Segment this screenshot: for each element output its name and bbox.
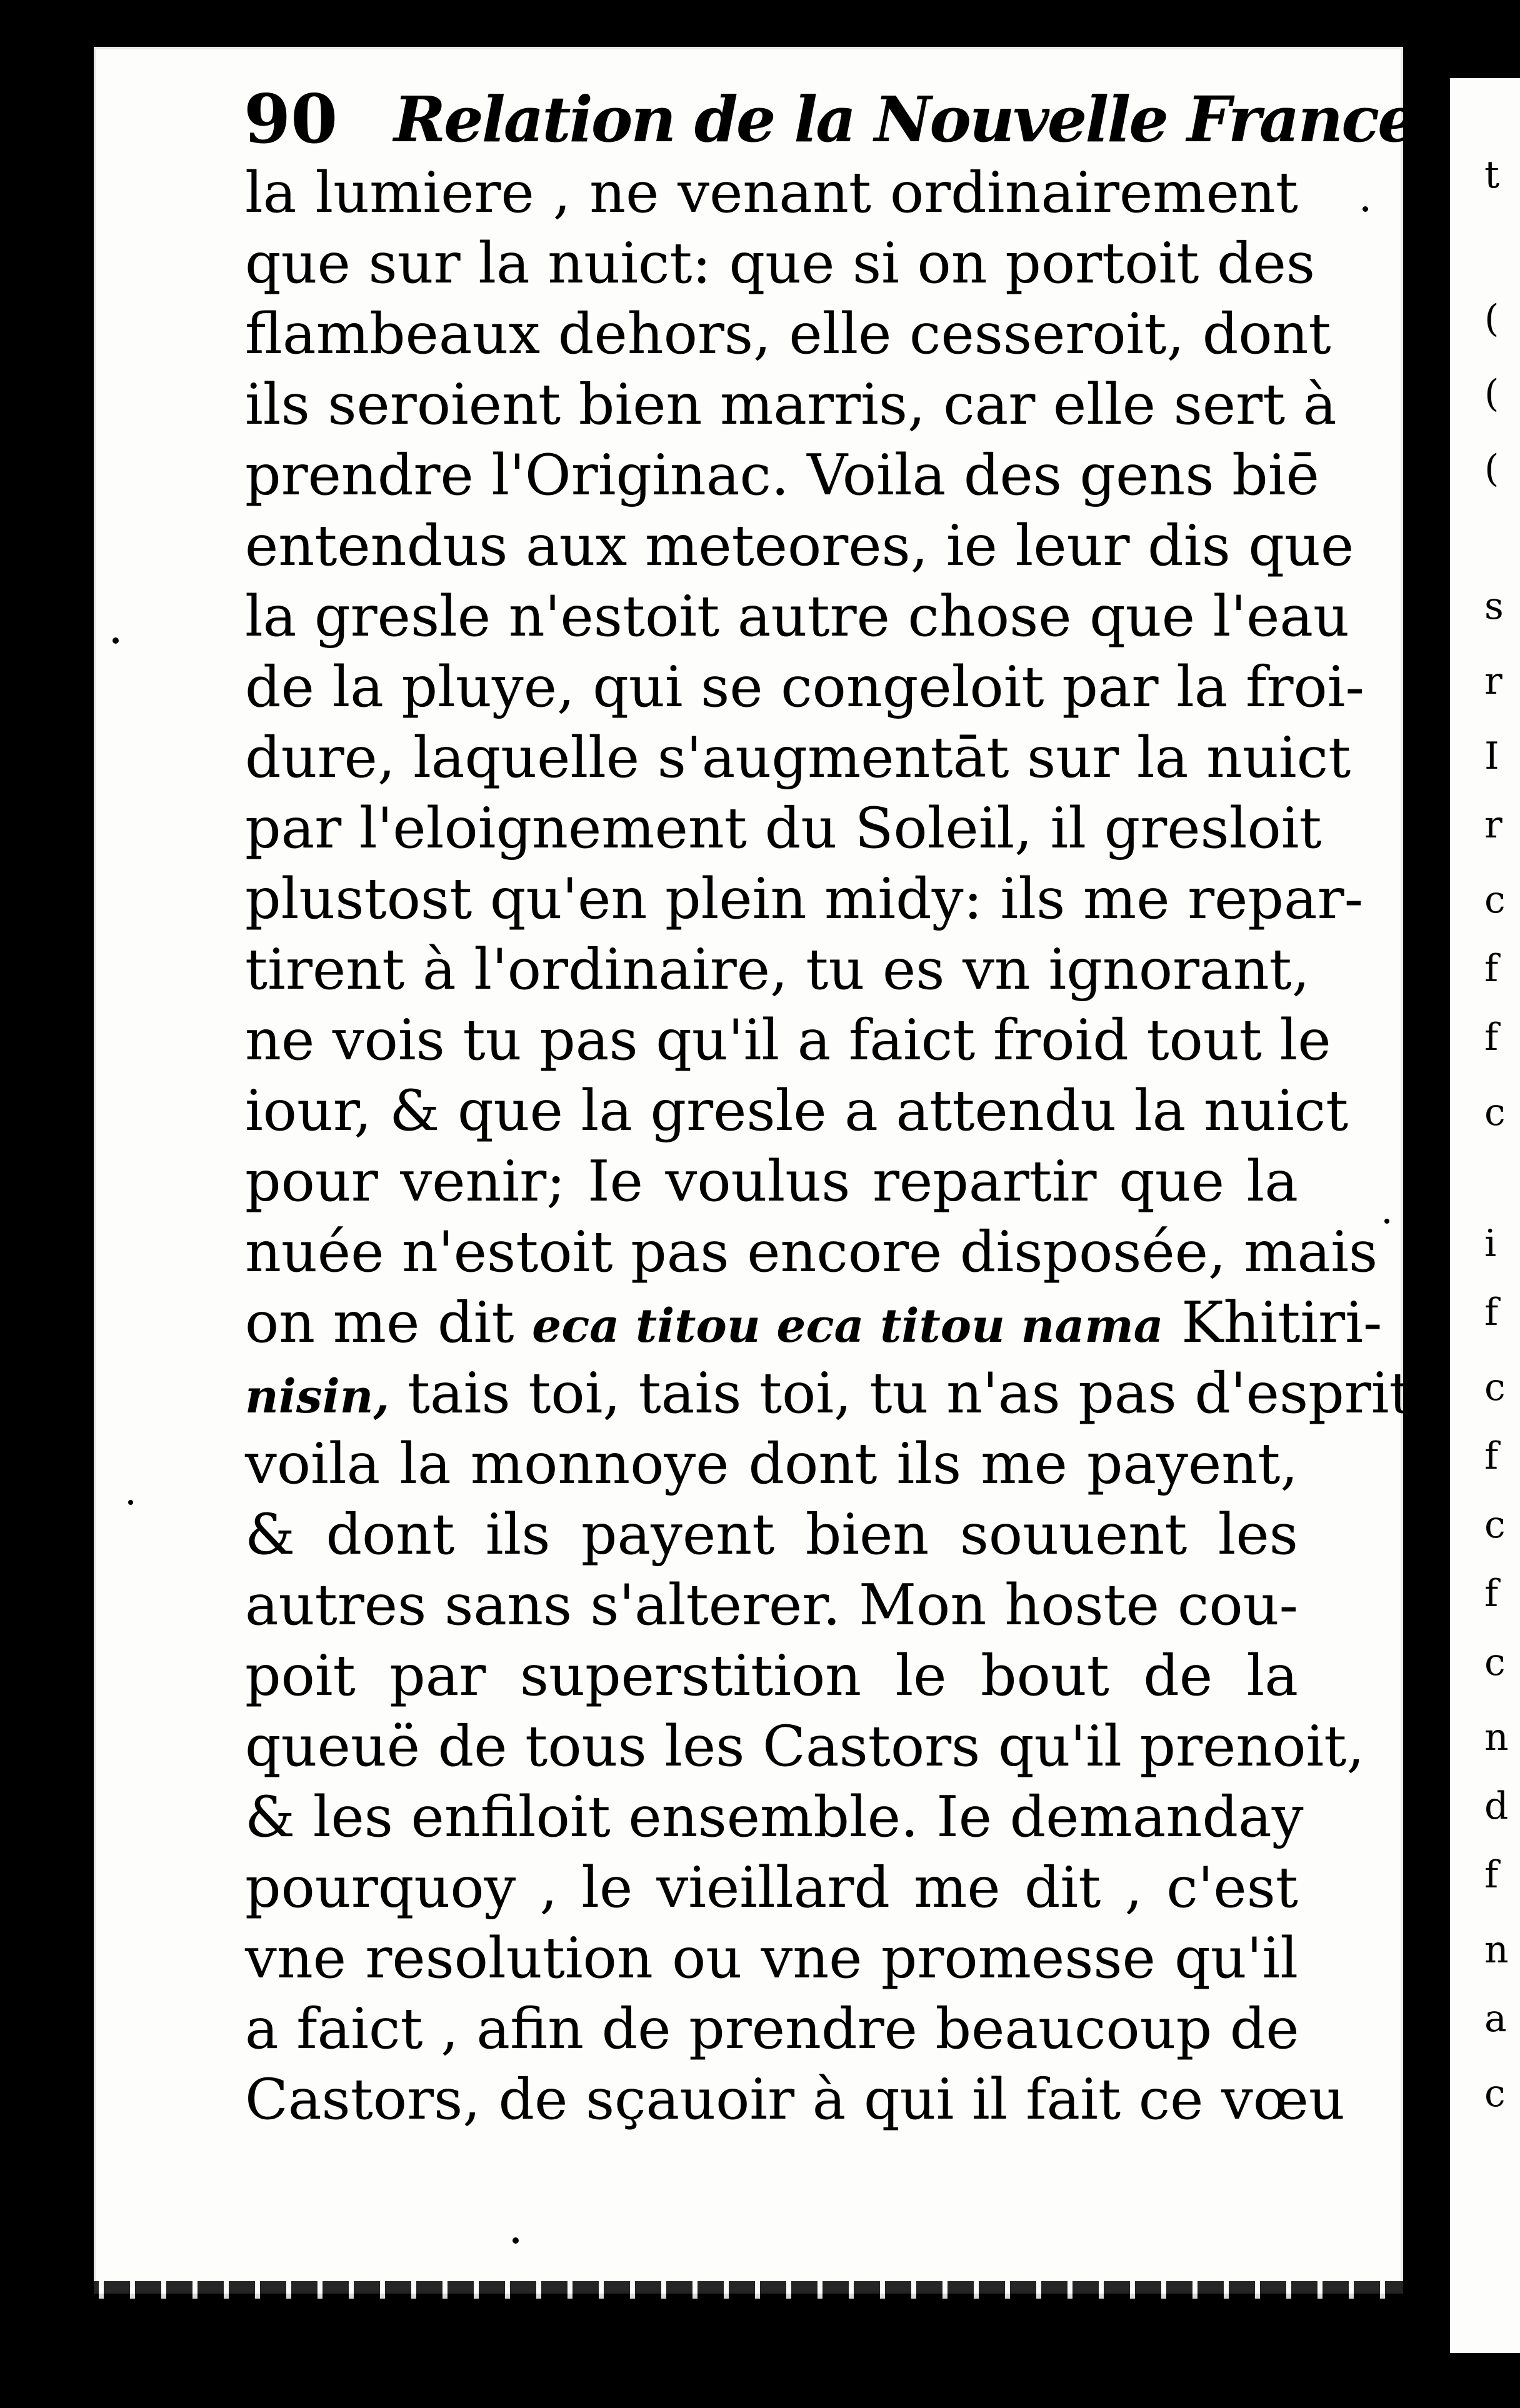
text-segment: ne vois tu pas qu'il a faict froid tout le (245, 1007, 1331, 1073)
adjacent-page-letter: i (1484, 1222, 1497, 1266)
adjacent-page-letter: c (1484, 1091, 1506, 1134)
italic-phrase: eca titou eca titou nama (532, 1299, 1164, 1353)
text-segment: a faict , afin de prendre beaucoup de (245, 1996, 1299, 2062)
adjacent-page-letter: f (1484, 1572, 1499, 1616)
adjacent-page-letter: f (1484, 1853, 1499, 1897)
scan-speck (1362, 206, 1368, 212)
text-segment: autres sans s'alterer. Mon hoste cou- (245, 1572, 1298, 1638)
adjacent-page-letter: s (1484, 584, 1504, 628)
text-segment: de la pluye, qui se congeloit par la froi- (245, 654, 1364, 720)
text-segment: voila la monnoye dont ils me payent, (245, 1431, 1298, 1497)
text-line (245, 1217, 1378, 1287)
running-head-title: Relation de la Nouvelle France, (394, 82, 1436, 156)
text-segment: flambeaux dehors, elle cesseroit, dont (245, 301, 1331, 367)
text-line (245, 1852, 1298, 1923)
scan-speck (112, 637, 119, 644)
adjacent-page-letter: f (1484, 1434, 1499, 1478)
adjacent-page-letter: ( (1484, 372, 1499, 416)
text-line (245, 1994, 1298, 2064)
adjacent-page-letter: n (1484, 1716, 1509, 1759)
adjacent-page-letter: r (1484, 659, 1502, 703)
text-line (245, 1641, 1298, 1711)
text-segment: la lumiere , ne venant ordinairement (245, 160, 1298, 226)
text-line (245, 1076, 1349, 1146)
adjacent-page-letter: f (1484, 1291, 1499, 1334)
adjacent-page-letter: c (1484, 1366, 1506, 1409)
text-segment: ils seroient bien marris, car elle sert à (245, 372, 1337, 437)
page-number: 90 (244, 80, 338, 159)
adjacent-page-letter: c (1484, 878, 1506, 922)
text-line (245, 1499, 1298, 1570)
adjacent-page-letter: c (1484, 1503, 1506, 1547)
text-line (245, 652, 1364, 722)
text-segment: Castors, de sçauoir à qui il fait ce vœu (245, 2067, 1345, 2132)
text-segment: poit par superstition le bout de la (245, 1643, 1298, 1709)
text-segment: on me dit (245, 1290, 532, 1356)
text-line (245, 793, 1322, 864)
adjacent-page-letter: a (1484, 1997, 1507, 2041)
text-line (245, 228, 1316, 299)
text-segment: plustost qu'en plein midy: ils me repar- (245, 866, 1364, 932)
adjacent-page-letter: ( (1484, 297, 1499, 341)
text-line (245, 1358, 1431, 1429)
text-segment: nuée n'estoit pas encore disposée, mais (245, 1219, 1378, 1285)
page-bottom-edge (88, 2281, 1406, 2299)
body-text (245, 157, 1431, 2135)
text-line (245, 864, 1364, 934)
text-segment: entendus aux meteores, ie leur dis que (245, 513, 1354, 579)
text-line (245, 1782, 1304, 1852)
text-segment: vne resolution ou vne promesse qu'il (245, 1926, 1298, 1991)
adjacent-page-letter: c (1484, 1641, 1506, 1684)
text-segment: pour venir; Ie voulus repartir que la (245, 1149, 1298, 1214)
text-line (245, 511, 1354, 581)
text-line (245, 1287, 1382, 1358)
running-head (244, 69, 1436, 159)
text-segment: prendre l'Originac. Voila des gens biē (245, 442, 1319, 508)
text-line (245, 1005, 1331, 1076)
adjacent-page-letter: d (1484, 1784, 1509, 1828)
text-line (245, 299, 1331, 369)
italic-phrase: nisin, (245, 1370, 390, 1424)
text-line (245, 1570, 1298, 1641)
adjacent-page-letter: I (1484, 734, 1499, 778)
text-line (245, 157, 1298, 228)
text-segment: dure, laquelle s'augmentāt sur la nuict (245, 725, 1351, 791)
text-segment: par l'eloignement du Soleil, il gresloit (245, 796, 1322, 861)
text-line (245, 934, 1310, 1005)
text-segment: pourquoy , le vieillard me dit , c'est (245, 1855, 1298, 1921)
text-segment: tirent à l'ordinaire, tu es vn ignorant, (245, 937, 1310, 1002)
adjacent-page-letter: t (1484, 153, 1500, 197)
text-segment: tais toi, tais toi, tu n'as pas d'esprit: (389, 1361, 1431, 1426)
text-segment: & les enfiloit ensemble. Ie demanday (245, 1784, 1304, 1850)
adjacent-page-letter: c (1484, 2072, 1506, 2116)
text-line (245, 2064, 1345, 2135)
adjacent-page-letter: r (1484, 803, 1502, 847)
text-line (245, 1923, 1298, 1994)
text-segment: queuë de tous les Castors qu'il prenoit, (245, 1714, 1365, 1779)
scan-speck (1384, 1219, 1389, 1224)
text-segment: & dont ils payent bien souuent les (245, 1502, 1298, 1567)
scan-speck (128, 1500, 133, 1505)
text-segment: Khitiri- (1163, 1290, 1382, 1356)
text-line (245, 369, 1337, 440)
scan-speck (512, 2237, 519, 2244)
text-segment: la gresle n'estoit autre chose que l'eau (245, 584, 1349, 649)
adjacent-page-letter: f (1484, 947, 1499, 991)
text-line (245, 581, 1349, 652)
text-line (245, 1711, 1365, 1782)
text-line (245, 722, 1351, 793)
adjacent-page-letter: f (1484, 1016, 1499, 1059)
text-line (245, 1429, 1298, 1499)
text-line (245, 440, 1319, 511)
adjacent-page-letter: n (1484, 1928, 1509, 1972)
text-segment: que sur la nuict: que si on portoit des (245, 231, 1316, 296)
text-line (245, 1146, 1298, 1217)
adjacent-page-letter: ( (1484, 447, 1499, 491)
text-segment: iour, & que la gresle a attendu la nuict (245, 1078, 1349, 1144)
